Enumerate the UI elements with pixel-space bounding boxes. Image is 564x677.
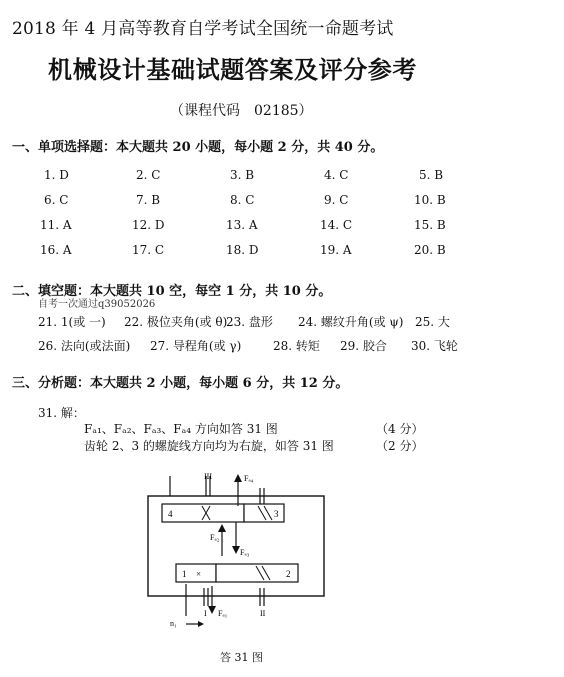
answer-item: 17. C: [132, 243, 165, 257]
section2-heading: 二、填空题：本大题共 10 空，每空 1 分，共 10 分。: [12, 284, 332, 299]
fa4-label: Fₐ₄: [244, 474, 254, 483]
gear-1-label: 1: [182, 569, 187, 579]
fill-answer: 22. 极位夹角(或 θ): [124, 315, 228, 329]
q31-line1: Fₐ₁、Fₐ₂、Fₐ₃、Fₐ₄ 方向如答 31 图: [84, 422, 278, 436]
fa3-arrow-head: [232, 546, 240, 554]
fill-answer: 27. 导程角(或 γ): [150, 339, 242, 353]
fill-answer: 24. 螺纹升角(或 ψ): [298, 315, 404, 329]
fa1-arrow-head: [208, 606, 216, 614]
answer-item: 20. B: [414, 243, 446, 257]
gear-3-label: 3: [274, 509, 279, 519]
answer-item: 1. D: [44, 168, 69, 182]
fill-answer: 21. 1(或 一): [38, 315, 106, 329]
ad-note: 自考一次通过q39052026: [38, 299, 156, 310]
gear-4-label: 4: [168, 509, 173, 519]
gear-1-cross: ×: [196, 569, 202, 579]
fa2-arrow-head: [218, 524, 226, 532]
fa2-label: Fₐ₂: [210, 533, 220, 542]
q31-line1-score: （4 分）: [376, 422, 424, 436]
answer-item: 4. C: [324, 168, 349, 182]
section1-heading: 一、单项选择题：本大题共 20 小题，每小题 2 分，共 40 分。: [12, 140, 384, 155]
answer-item: 11. A: [40, 218, 72, 232]
gear-diagram-svg: [140, 466, 340, 628]
gear-diagram: [140, 466, 340, 628]
answer-item: 10. B: [414, 193, 446, 207]
n1-label: n₁: [170, 619, 177, 628]
answer-item: 18. D: [226, 243, 259, 257]
shaft-III-label: III: [204, 472, 212, 481]
fill-answer: 30. 飞轮: [411, 339, 458, 353]
fill-answer: 25. 大: [415, 315, 450, 329]
fa4-arrow-head: [234, 474, 242, 482]
fa1-label: Fₐ₁: [218, 609, 228, 618]
answer-item: 15. B: [414, 218, 446, 232]
answer-item: 7. B: [136, 193, 161, 207]
q31-line2-score: （2 分）: [376, 439, 424, 453]
fill-answer: 29. 胶合: [340, 339, 387, 353]
figure-caption: 答 31 图: [220, 651, 263, 664]
answer-item: 16. A: [40, 243, 72, 257]
page-title: 机械设计基础试题答案及评分参考: [48, 55, 417, 84]
answer-item: 2. C: [136, 168, 161, 182]
n1-arrow-head: [198, 621, 204, 627]
gear-2-label: 2: [286, 569, 291, 579]
fill-answer: 23. 盘形: [226, 315, 273, 329]
answer-item: 13. A: [226, 218, 258, 232]
answer-item: 19. A: [320, 243, 352, 257]
answer-item: 6. C: [44, 193, 69, 207]
gear-4: [162, 504, 244, 522]
answer-item: 5. B: [419, 168, 444, 182]
q31-label: 31. 解：: [38, 406, 85, 420]
course-code: （课程代码 02185）: [170, 103, 313, 119]
exam-title-line: 2018 年 4 月高等教育自学考试全国统一命题考试: [12, 19, 394, 39]
section3-heading: 三、分析题：本大题共 2 小题，每小题 6 分，共 12 分。: [12, 376, 349, 391]
shaft-I-label: I: [204, 609, 207, 618]
fill-answer: 26. 法向(或法面): [38, 339, 131, 353]
q31-line2: 齿轮 2、3 的螺旋线方向均为右旋，如答 31 图: [84, 439, 334, 453]
fill-answer: 28. 转矩: [273, 339, 320, 353]
shaft-II-label: II: [260, 609, 266, 618]
answer-item: 12. D: [132, 218, 165, 232]
answer-item: 8. C: [230, 193, 255, 207]
answer-item: 9. C: [324, 193, 349, 207]
fa3-label: Fₐ₃: [240, 548, 250, 557]
answer-item: 3. B: [230, 168, 255, 182]
answer-item: 14. C: [320, 218, 353, 232]
